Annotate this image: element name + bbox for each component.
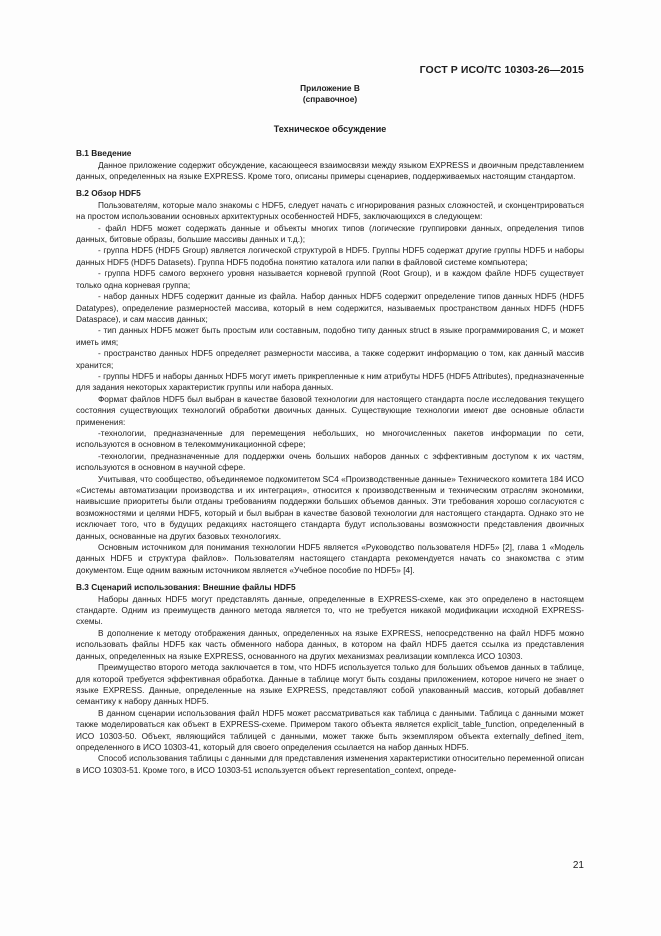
section-heading-b1: В.1 Введение	[76, 148, 132, 159]
paragraph: Данное приложение содержит обсуждение, касающееся взаимосвязи между языком EXPRESS и двоичным представлением данных, определенных на языке EXPRESS. Кроме того, описаны примеры сценариев, поддерживаемых настоящим стандартом.	[76, 159, 584, 182]
list-item: -технологии, предназначенные для перемещения небольших, но многочисленных пакетов информации по сети, используются в основном в телекоммуникационной сфере;	[76, 427, 584, 450]
list-item: - группы HDF5 и наборы данных HDF5 могут иметь прикрепленные к ним атрибуты HDF5 (HDF5 Attributes), предназначенные для задания некоторых характеристик группы или набора данных.	[76, 370, 584, 393]
paragraph: Основным источником для понимания технологии HDF5 является «Руководство пользователя HDF5» [2], глава 1 «Модель данных HDF5 и структура файлов». Пользователям настоящего стандарта рекомендуется начать со знакомства с этим документом. Еще одним важным источником является «Учебное пособие по HDF5» [4].	[76, 542, 584, 575]
paragraph: Формат файлов HDF5 был выбран в качестве базовой технологии для настоящего стандарта после исследования текущего состояния существующих технологий обработки двоичных данных. Существующие технологии имеют две основные области применения:	[76, 393, 584, 427]
list-item: - файл HDF5 может содержать данные и объекты многих типов (логические группировки данных, определения типов данных, битовые образы, большие массивы данных и т.д.);	[76, 222, 584, 245]
appendix-title: Приложение В	[300, 83, 360, 93]
page-content	[76, 83, 584, 776]
list-item: - группа HDF5 самого верхнего уровня называется корневой группой (Root Group), и в каждом файле HDF5 существует только одна корневая группа;	[76, 268, 584, 290]
page-number: 21	[572, 860, 584, 871]
list-item: - группа HDF5 (HDF5 Group) является логической структурой в HDF5. Группы HDF5 содержат другие группы HDF5 и наборы данных HDF5 (HDF5 Datasets). Группа HDF5 подобна понятию каталога или папки в файловой системе компьютера;	[76, 245, 584, 267]
paragraph: Пользователям, которые мало знакомы с HDF5, следует начать с игнорирования разных сложностей, и сконцентрироваться на простом использовании основных архитектурных особенностей HDF5, заключающихся в следующем:	[76, 199, 584, 222]
section-heading-b2: В.2 Обзор HDF5	[76, 188, 141, 199]
document-title: Техническое обсуждение	[273, 123, 387, 134]
paragraph: Преимущество второго метода заключается в том, что HDF5 используется только для больших объемов данных в таблице, для которой требуется эффективная обработка. Данные в таблице могут быть созданы приложением, которое ничего не знает о языке EXPRESS. Данные, определенные на языке EXPRESS, представляют собой упакованный массив, который добавляет семантику к набору данных HDF5.	[76, 662, 584, 707]
list-item: - тип данных HDF5 может быть простым или составным, подобно типу данных struct в языке программирования С, и может иметь имя;	[76, 325, 584, 347]
section-heading-b3: В.3 Сценарий использования: Внешние файлы HDF5	[76, 582, 296, 593]
paragraph: В данном сценарии использования файл HDF5 может рассматриваться как таблица с данными. Таблица с данными может также моделироваться как объект в EXPRESS-схеме. Примером такого объекта является explicit_table_function, определенный в ИСО 10303-50. Объект, являющийся таблицей с данными, может также быть экземпляром объекта externally_defined_item, определенного в ИСО 10303-41, который для своего определения ссылается на набор данных HDF5.	[76, 707, 584, 752]
list-item: - набор данных HDF5 содержит данные из файла. Набор данных HDF5 содержит определение типов данных HDF5 (HDF5 Datatypes), определение размерностей массива, который в нем содержится, называемых пространством данных HDF5 (HDF5 Dataspace), и сам массив данных;	[76, 291, 584, 324]
paragraph: Учитывая, что сообщество, объединяемое подкомитетом SC4 «Производственные данные» Технического комитета 184 ИСО «Системы автоматизации производства и их интеграция», относится к производственным и техническим отраслям экономики, наивысшие приоритеты были отданы требованиям поддержки больших объемов данных. Эти требования хорошо согласуются с возможностями и целями HDF5, который и был выбран в качестве базовой технологии для настоящего стандарта. Однако это не исключает того, что в будущих редакциях настоящего стандарта будут использованы возможности представления двоичных данных, основанные на других базовых технологиях.	[76, 473, 584, 541]
appendix-subtitle: (справочное)	[302, 94, 358, 105]
document-code: ГОСТ Р ИСО/ТС 10303-26—2015	[419, 64, 584, 76]
paragraph: Наборы данных HDF5 могут представлять данные, определенные в EXPRESS-схеме, как это определено в настоящем стандарте. Одним из преимуществ данного метода является то, что не требуется никакой модификации исходной EXPRESS-схемы.	[76, 593, 584, 627]
paragraph: Способ использования таблицы с данными для представления изменения характеристики относительно переменной описан в ИСО 10303-51. Кроме того, в ИСО 10303-51 используется объект representation_context, опреде-	[76, 753, 584, 775]
list-item: - пространство данных HDF5 определяет размерности массива, а также содержит информацию о том, как данный массив хранится;	[76, 348, 584, 370]
list-item: -технологии, предназначенные для поддержки очень больших наборов данных с эффективным доступом к их частям, используются в основном в научной сфере.	[76, 450, 584, 473]
paragraph: В дополнение к методу отображения данных, определенных на языке EXPRESS, непосредственно на файл HDF5 можно использовать файлы HDF5 как часть обменного набора данных, в котором на файл HDF5 дается ссылка из представления данных, определенных на языке EXPRESS, основанного на других механизмах реализации комплекса ИСО 10303.	[76, 627, 584, 661]
